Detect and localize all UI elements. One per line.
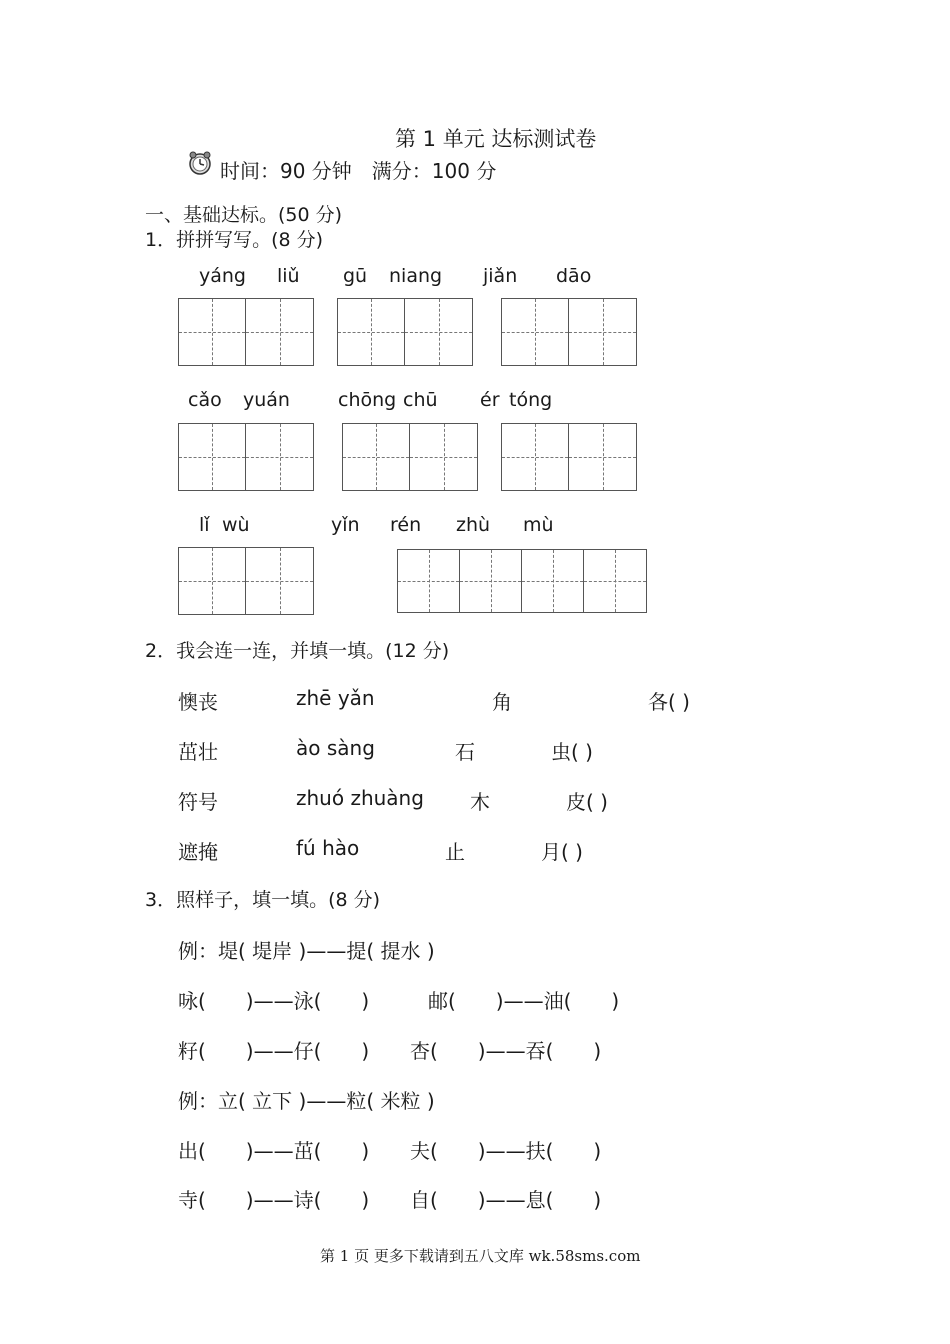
fill-item[interactable]: 杏( )——吞( ) bbox=[410, 1039, 602, 1063]
section-heading: 一、基础达标。(50 分) bbox=[145, 204, 343, 226]
writing-grid[interactable] bbox=[178, 547, 314, 615]
match-fill[interactable]: 月( ) bbox=[541, 840, 583, 864]
question-1-label: 1．拼拼写写。(8 分) bbox=[145, 229, 324, 251]
pinyin: jiǎn bbox=[483, 265, 518, 287]
match-word[interactable]: 符号 bbox=[178, 790, 218, 814]
writing-grid[interactable] bbox=[342, 423, 478, 491]
pinyin: dāo bbox=[556, 265, 592, 287]
exam-meta: 时间：90 分钟 满分：100 分 bbox=[220, 159, 497, 183]
fill-item[interactable]: 自( )——息( ) bbox=[410, 1188, 602, 1212]
writing-cell[interactable] bbox=[398, 550, 460, 612]
pinyin: liǔ bbox=[277, 265, 300, 287]
page-footer: 第 1 页 更多下载请到五八文库 wk.58sms.com bbox=[320, 1247, 641, 1265]
fill-item[interactable]: 夫( )——扶( ) bbox=[410, 1139, 602, 1163]
pinyin: wù bbox=[222, 514, 250, 536]
pinyin: yuán bbox=[243, 389, 290, 411]
pinyin: lǐ bbox=[199, 514, 210, 536]
match-radical[interactable]: 木 bbox=[470, 790, 490, 814]
match-pinyin[interactable]: zhē yǎn bbox=[296, 686, 375, 710]
fill-item[interactable]: 出( )——茁( ) bbox=[178, 1139, 370, 1163]
writing-grid[interactable] bbox=[178, 423, 314, 491]
match-radical[interactable]: 止 bbox=[445, 840, 465, 864]
writing-cell[interactable] bbox=[405, 299, 472, 365]
writing-cell[interactable] bbox=[502, 299, 569, 365]
writing-cell[interactable] bbox=[179, 424, 246, 490]
writing-cell[interactable] bbox=[246, 299, 313, 365]
fill-item[interactable]: 寺( )——诗( ) bbox=[178, 1188, 370, 1212]
fill-item[interactable]: 邮( )——油( ) bbox=[428, 989, 620, 1013]
writing-cell[interactable] bbox=[502, 424, 569, 490]
match-fill[interactable]: 虫( ) bbox=[551, 740, 593, 764]
example-row: 例：堤( 堤岸 )——提( 提水 ) bbox=[178, 939, 435, 963]
writing-grid[interactable] bbox=[501, 423, 637, 491]
pinyin: chū bbox=[403, 389, 438, 411]
writing-grid[interactable] bbox=[178, 298, 314, 366]
pinyin: yáng bbox=[199, 265, 246, 287]
writing-cell[interactable] bbox=[569, 299, 636, 365]
writing-cell[interactable] bbox=[246, 424, 313, 490]
writing-cell[interactable] bbox=[522, 550, 584, 612]
pinyin: niang bbox=[389, 265, 443, 287]
pinyin: ér bbox=[480, 389, 500, 411]
match-fill[interactable]: 各( ) bbox=[648, 690, 690, 714]
pinyin: rén bbox=[390, 514, 422, 536]
writing-grid[interactable] bbox=[337, 298, 473, 366]
match-word[interactable]: 遮掩 bbox=[178, 840, 218, 864]
writing-cell[interactable] bbox=[246, 548, 313, 614]
match-word[interactable]: 茁壮 bbox=[178, 740, 218, 764]
match-pinyin[interactable]: ào sàng bbox=[296, 736, 375, 760]
pinyin: chōng bbox=[338, 389, 397, 411]
question-3-label: 3．照样子，填一填。(8 分) bbox=[145, 889, 381, 911]
writing-cell[interactable] bbox=[569, 424, 636, 490]
pinyin: cǎo bbox=[188, 389, 222, 411]
match-pinyin[interactable]: zhuó zhuàng bbox=[296, 786, 424, 810]
match-word[interactable]: 懊丧 bbox=[178, 690, 218, 714]
fill-item[interactable]: 籽( )——仔( ) bbox=[178, 1039, 370, 1063]
pinyin: yǐn bbox=[331, 514, 360, 536]
pinyin: mù bbox=[523, 514, 554, 536]
writing-cell[interactable] bbox=[338, 299, 405, 365]
writing-cell[interactable] bbox=[584, 550, 646, 612]
writing-cell[interactable] bbox=[460, 550, 522, 612]
match-pinyin[interactable]: fú hào bbox=[296, 836, 360, 860]
writing-cell[interactable] bbox=[343, 424, 410, 490]
writing-grid[interactable] bbox=[501, 298, 637, 366]
pinyin: gū bbox=[343, 265, 368, 287]
writing-cell[interactable] bbox=[179, 548, 246, 614]
match-radical[interactable]: 石 bbox=[455, 740, 475, 764]
match-radical[interactable]: 角 bbox=[492, 690, 512, 714]
writing-grid[interactable] bbox=[397, 549, 647, 613]
pinyin: tóng bbox=[509, 389, 553, 411]
writing-cell[interactable] bbox=[179, 299, 246, 365]
example-row: 例：立( 立下 )——粒( 米粒 ) bbox=[178, 1089, 435, 1113]
writing-cell[interactable] bbox=[410, 424, 477, 490]
page-title: 第 1 单元 达标测试卷 bbox=[395, 127, 597, 151]
fill-item[interactable]: 咏( )——泳( ) bbox=[178, 989, 370, 1013]
question-2-label: 2．我会连一连，并填一填。(12 分) bbox=[145, 640, 450, 662]
match-fill[interactable]: 皮( ) bbox=[566, 790, 608, 814]
clock-icon bbox=[187, 150, 213, 176]
pinyin: zhù bbox=[456, 514, 491, 536]
